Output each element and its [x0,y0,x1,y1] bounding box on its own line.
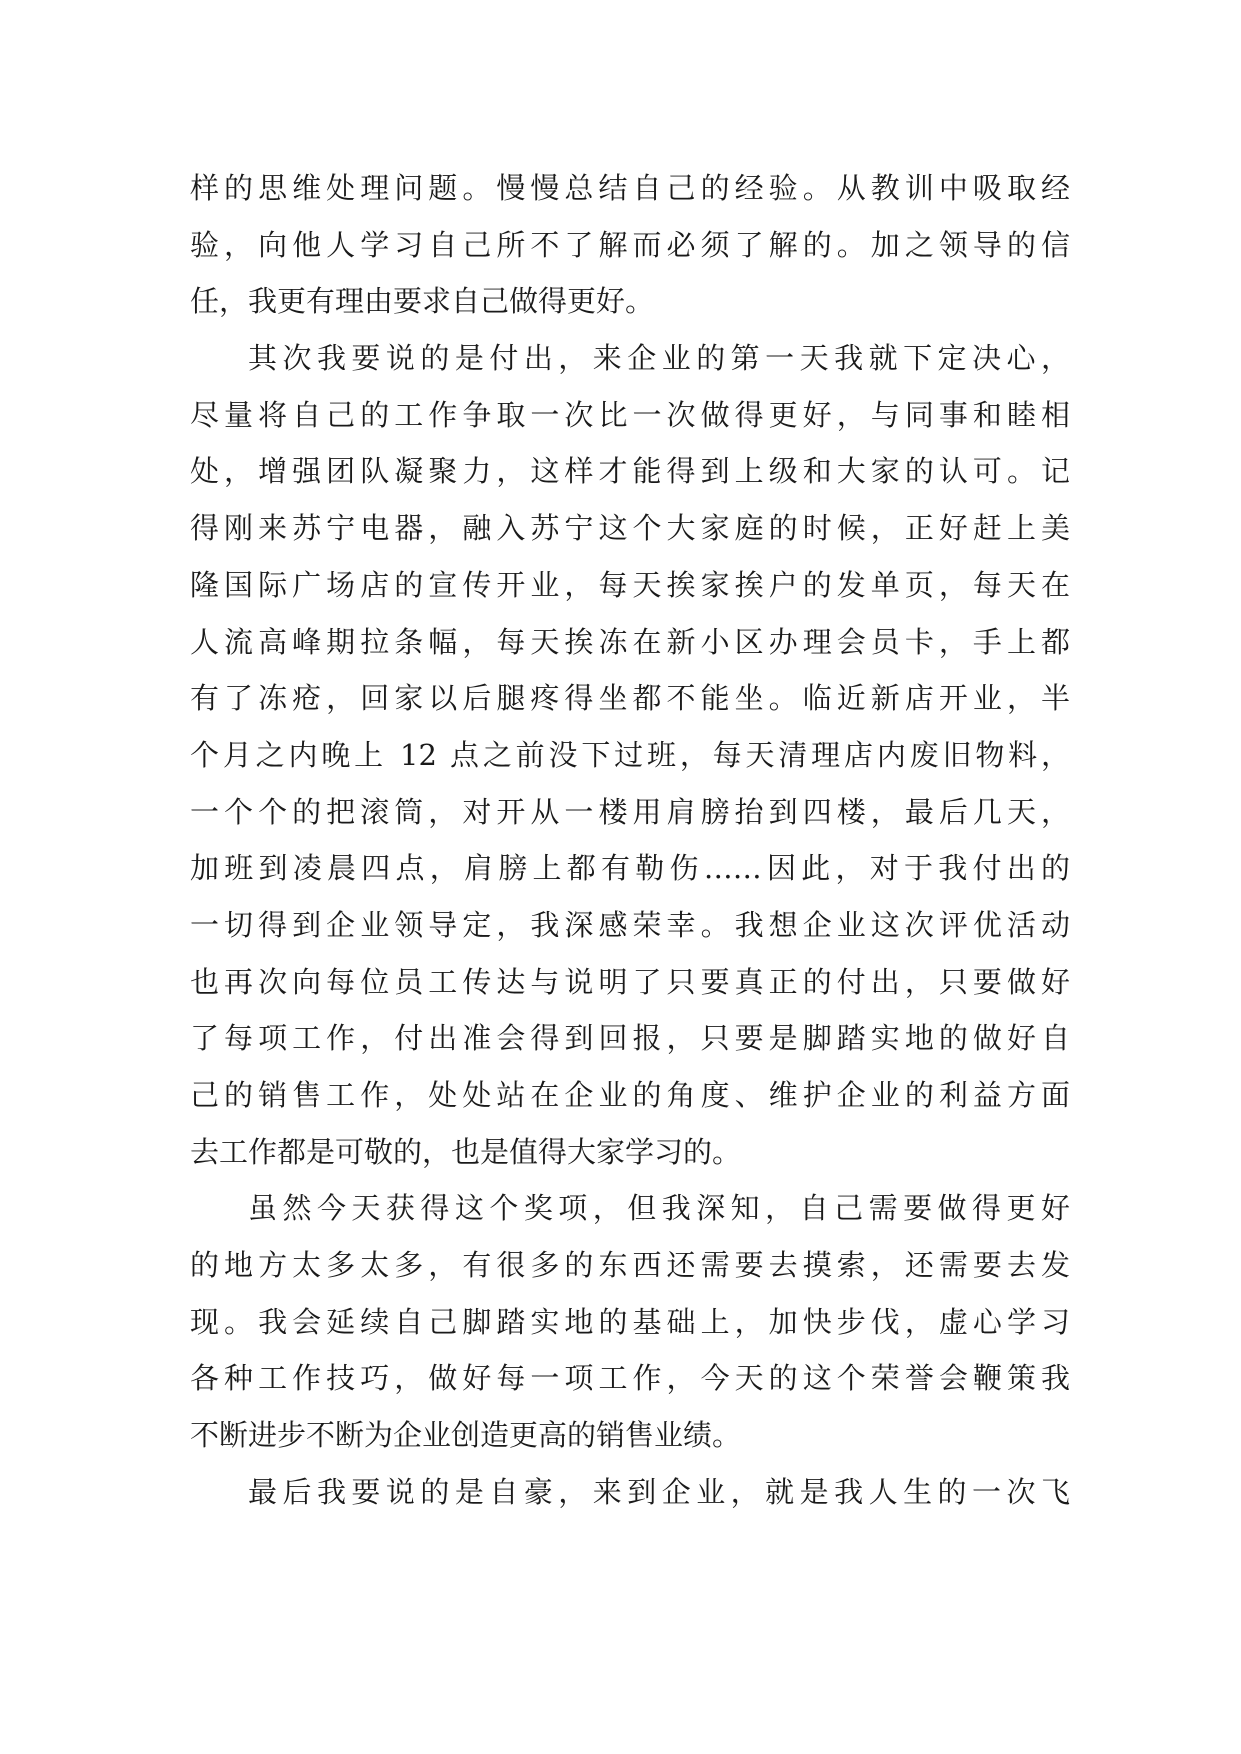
text-line: 虽然今天获得这个奖项，但我深知，自己需要做得更好 [248,1191,1070,1226]
text-line: 不断进步不断为企业创造更高的销售业绩。 [190,1418,742,1453]
text-line: 一切得到企业领导定，我深感荣幸。我想企业这次评优活动 [190,907,1070,942]
text-line: 得刚来苏宁电器，融入苏宁这个大家庭的时候，正好赶上美 [190,511,1070,546]
text-line: 处，增强团队凝聚力，这样才能得到上级和大家的认可。记 [190,454,1070,489]
text-line: 了每项工作，付出准会得到回报，只要是脚踏实地的做好自 [190,1021,1070,1056]
text-line: 其次我要说的是付出，来企业的第一天我就下定决心， [248,341,1070,376]
paragraph [190,330,1070,1180]
text-line: 最后我要说的是自豪，来到企业，就是我人生的一次飞 [248,1474,1070,1509]
text-line: 加班到凌晨四点，肩膀上都有勒伤……因此，对于我付出的 [190,851,1070,886]
paragraph [190,160,1070,330]
text-line: 任，我更有理由要求自己做得更好。 [190,284,655,319]
text-line: 个月之内晚上 12 点之前没下过班，每天清理店内废旧物料， [190,737,1070,772]
text-line: 隆国际广场店的宣传开业，每天挨家挨户的发单页，每天在 [190,567,1070,602]
text-line: 现。我会延续自己脚踏实地的基础上，加快步伐，虚心学习 [190,1304,1070,1339]
paragraph [190,1464,1070,1521]
text-line: 各种工作技巧，做好每一项工作，今天的这个荣誉会鞭策我 [190,1361,1070,1396]
text-line: 己的销售工作，处处站在企业的角度、维护企业的利益方面 [190,1078,1070,1112]
text-line: 的地方太多太多，有很多的东西还需要去摸索，还需要去发 [190,1248,1070,1283]
text-line: 验，向他人学习自己所不了解而必须了解的。加之领导的信 [190,227,1070,262]
text-line: 有了冻疮，回家以后腿疼得坐都不能坐。临近新店开业，半 [190,681,1070,716]
text-line: 样的思维处理问题。慢慢总结自己的经验。从教训中吸取经 [190,171,1070,205]
text-line: 也再次向每位员工传达与说明了只要真正的付出，只要做好 [190,964,1070,999]
text-line: 一个个的把滚筒，对开从一楼用肩膀抬到四楼，最后几天， [190,794,1070,829]
paragraph [190,1180,1070,1463]
text-line: 人流高峰期拉条幅，每天挨冻在新小区办理会员卡，手上都 [190,624,1070,659]
text-line: 尽量将自己的工作争取一次比一次做得更好，与同事和睦相 [190,397,1070,432]
body-text [190,160,1070,1521]
text-line: 去工作都是可敬的，也是值得大家学习的。 [190,1134,742,1169]
